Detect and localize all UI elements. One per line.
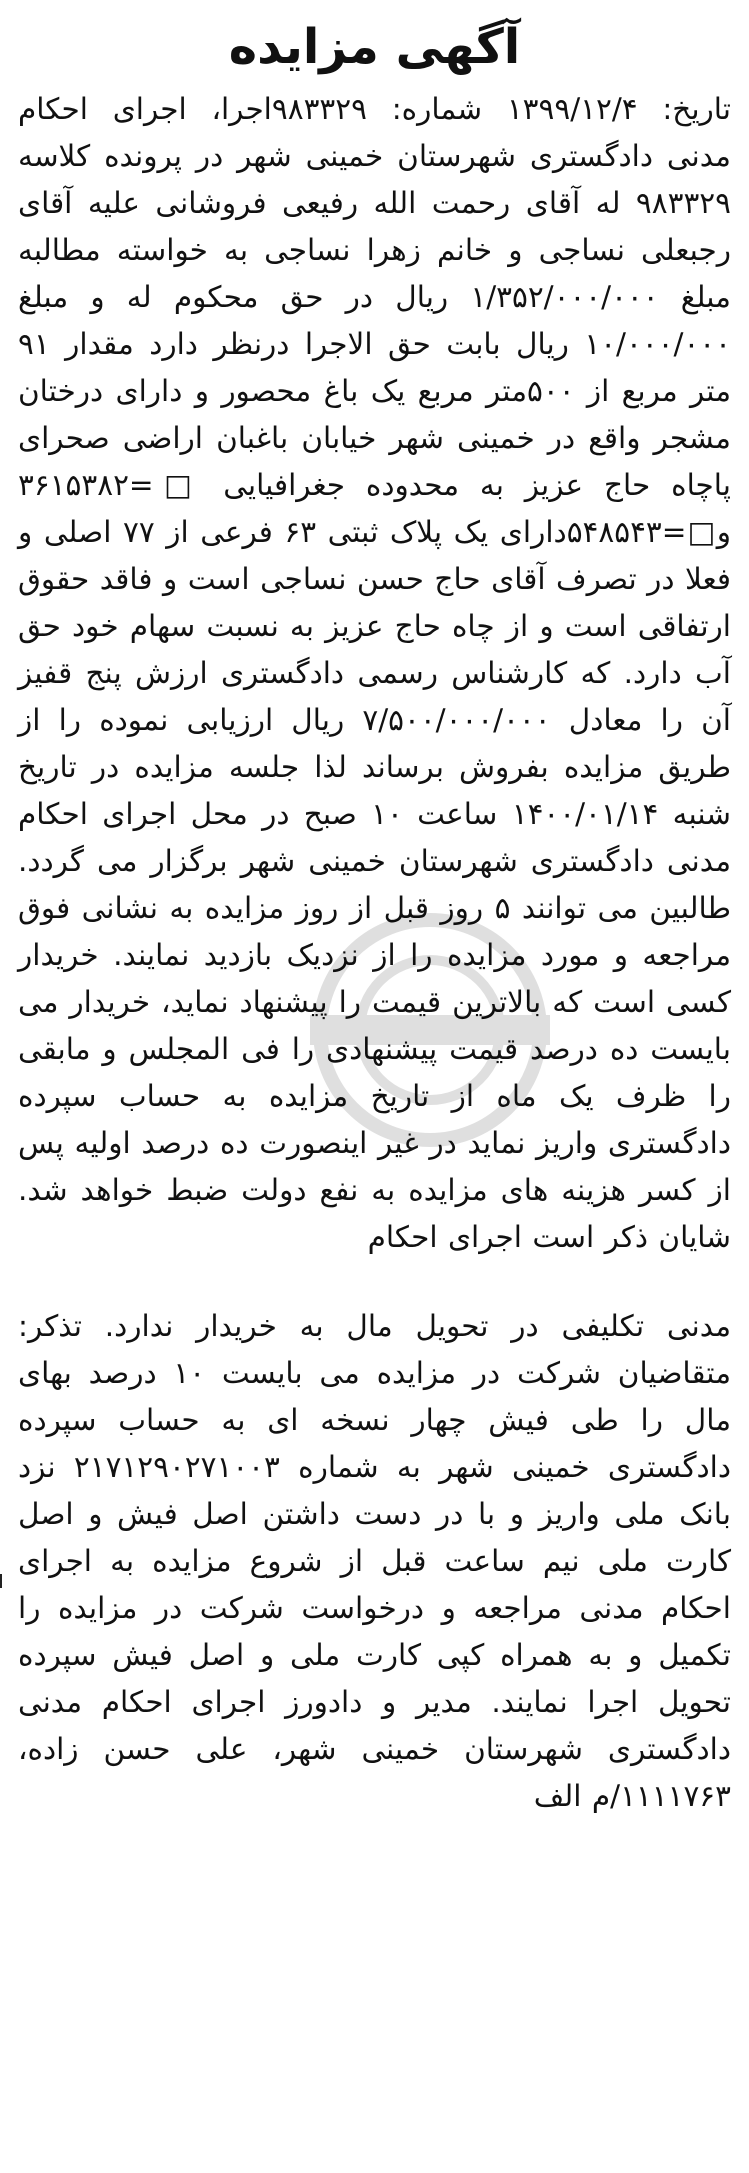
notice-title: آگهی مزایده	[228, 19, 521, 75]
column-edge-mark	[0, 1574, 8, 1588]
notice-body-part-2: مدنی تکلیفی در تحویل مال به خریدار ندارد. تذکر: متقاضیان شرکت در مزایده می بایست ۱۰ درصد بهای مال را طی فیش چهار نسخه ای به حساب سپرده دادگستری خمینی شهر به شماره ۲۱۷۱۲۹۰۲۷۱۰۰۳ نزد بانک ملی واریز و با در دست داشتن اصل فیش و اصل کارت ملی نیم ساعت قبل از شروع مزایده به اجرای احکام مدنی مراجعه و درخواست شرکت در مزایده را تکمیل و به همراه کپی کارت ملی و اصل فیش سپرده تحویل اجرا نمایند. مدیر و دادورز اجرای احکام مدنی دادگستری شهرستان خمینی شهر، علی حسن زاده، ۱۱۱۱۷۶۳/م الف	[18, 1309, 731, 1813]
notice-body-part-1: تاریخ: ۱۳۹۹/۱۲/۴ شماره: ۹۸۳۳۲۹اجرا، اجرای احکام مدنی دادگستری شهرستان خمینی شهر در پرونده کلاسه ۹۸۳۳۲۹ له آقای رحمت الله رفیعی فروشانی علیه آقای رجبعلی نساجی و خانم زهرا نساجی به خواسته مطالبه مبلغ ۱/۳۵۲/۰۰۰/۰۰۰ ریال در حق محکوم له و مبلغ ۱۰/۰۰۰/۰۰۰ ریال بابت حق الاجرا درنظر دارد مقدار ۹۱ متر مربع از ۵۰۰متر مربع یک باغ محصور و دارای درختان مشجر واقع در خمینی شهر خیابان باغبان اراضی صحرای پاچاه حاج عزیز به محدوده جغرافیایی □=۳۶۱۵۳۸۲ و□=۵۴۸۵۴۳دارای یک پلاک ثبتی ۶۳ فرعی از ۷۷ اصلی و فعلا در تصرف آقای حاج حسن نساجی است و فاقد حقوق ارتفاقی است و از چاه حاج عزیز به نسبت سهام خود حق آب دارد. که کارشناس رسمی دادگستری ارزش پنج قفیز آن را معادل ۷/۵۰۰/۰۰۰/۰۰۰ ریال ارزیابی نموده را از طریق مزایده بفروش برساند لذا جلسه مزایده در تاریخ شنبه ۱۴۰۰/۰۱/۱۴ ساعت ۱۰ صبح در محل اجرای احکام مدنی دادگستری شهرستان خمینی شهر برگزار می گردد. طالبین می توانند ۵ روز قبل از روز مزایده به نشانی فوق مراجعه و مورد مزایده را از نزدیک بازدید نمایند. خریدار کسی است که بالاترین قیمت را پیشنهاد نماید، خریدار می بایست ده درصد قیمت پیشنهادی را فی المجلس و مابقی را ظرف یک ماه از تاریخ مزایده به حساب سپرده دادگستری واریز نماید در غیر اینصورت ده درصد اولیه پس از کسر هزینه های مزایده به نفع دولت ضبط خواهد شد. شایان ذکر است اجرای احکام	[18, 92, 732, 1254]
